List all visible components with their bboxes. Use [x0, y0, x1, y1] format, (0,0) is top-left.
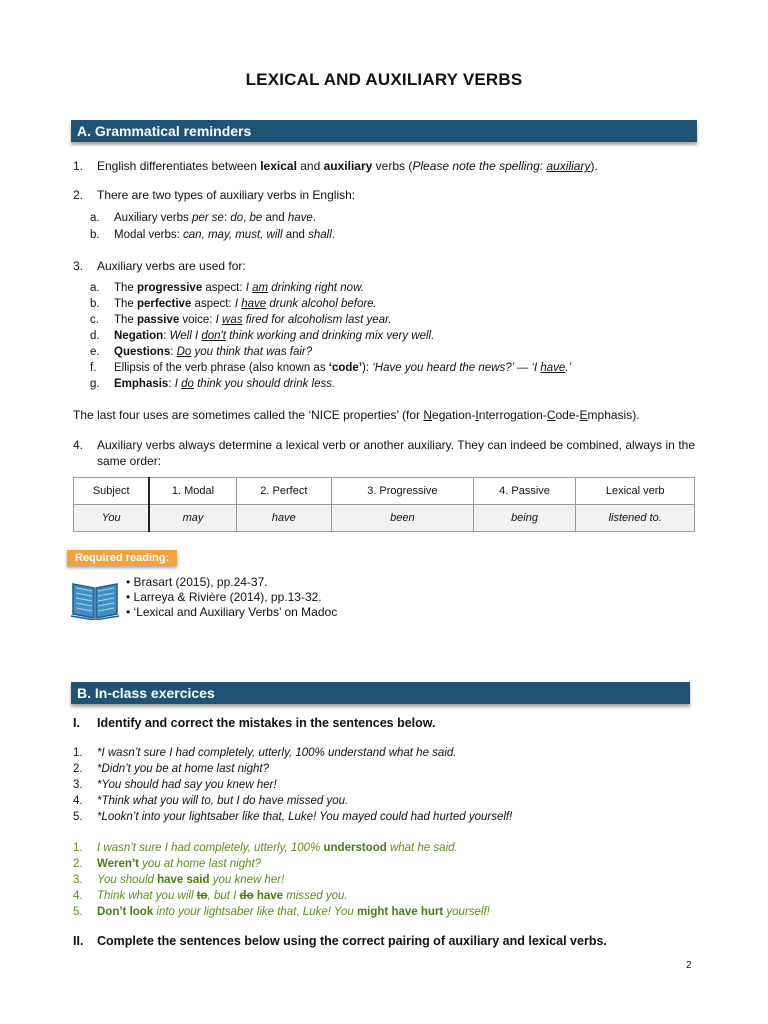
table-cell: 4. Passive: [473, 478, 576, 505]
book-icon: [70, 578, 120, 620]
page-title: LEXICAL AND AUXILIARY VERBS: [245, 70, 523, 89]
page-number: 2: [686, 960, 692, 971]
table-cell: listened to.: [576, 505, 695, 532]
nice-paragraph: The last four uses are sometimes called the ‘NICE properties’ (for Negation-Interrogation-Code-Emphasis).: [73, 408, 640, 422]
table-cell: 2. Perfect: [236, 478, 331, 505]
table-cell: being: [473, 505, 576, 532]
table-cell: 3. Progressive: [332, 478, 474, 505]
table-header-row: [74, 478, 695, 505]
required-reading-badge: Required reading:: [67, 550, 177, 566]
table-cell: You: [74, 505, 150, 532]
table-cell: may: [149, 505, 236, 532]
table-row: [74, 505, 695, 532]
document-page: LEXICAL AND AUXILIARY VERBS A. Grammatical reminders 1. English differentiates between lexical and auxiliary verbs (Please note the spelling: auxiliary). 2. There are two types of auxiliary verbs in English: a. Auxiliary verbs per se: do, be and have. b. Modal verbs: can, may, must, will and shall. 3. Auxiliary verbs are used for: a. The progressive aspect: I am drinking right now. b. The perfective aspect: I have drunk alcohol before. c. The passive voice: I was fired for alcoholism last year. d. Negation: Well I don't think working and drinking mix very well. e. Questions: Do you think that was fair? f. Ellipsis of the verb phrase (also known as ‘code’): ‘Have you heard the news?’ — ‘I have.’ g. Emphasis: I do think you should drink less. The last four uses are sometimes called the ‘NICE properties’ (for Negation-Interrogation-Code-Emphasis). 4. Auxiliary verbs always determine a lexical verb or another auxiliary. They can indeed be combined, always in the same order: Subject 1. Modal 2. Perfect 3. Progressive 4. Passive Lexical verb You may have been being listened to. Required reading: • Brasart (2015), pp.24-37. • Larreya & Rivière (2014), pp.13-32. • ‘Lexical and Auxiliary Verbs’ on Madoc B. In-class exercices I. Identify and correct the mistakes in the sentences below. 1. *I wasn’t sure I had completely, utterly, 100% understand what he said. 2. *Didn’t you be at home last night? 3. *You should had say you knew her! 4. *Think what you will to, but I do have missed you. 5. *Lookn’t into your lightsaber like that, Luke! You mayed could had hurted yourself! 1. I wasn’t sure I had completely, utterly, 100% understood what he said. 2. Weren’t you at home last night? 3. You should have said you knew her! 4. Think what you will to, but I do have missed you. 5. Don’t look into your lightsaber like that, Luke! You might have hurt yourself! II. Complete the sentences below using the correct pairing of auxiliary and lexical verbs. 2: [0, 0, 768, 1024]
table-cell: 1. Modal: [149, 478, 236, 505]
reading-list: [126, 575, 337, 620]
section-a-header: A. Grammatical reminders: [71, 120, 697, 142]
table-cell: have: [236, 505, 331, 532]
reading-item: • Brasart (2015), pp.24-37.: [126, 575, 268, 589]
reading-item: • Larreya & Rivière (2014), pp.13-32.: [126, 590, 322, 604]
section-b-header: B. In-class exercices: [71, 682, 690, 704]
reading-item: • ‘Lexical and Auxiliary Verbs’ on Madoc: [126, 605, 338, 619]
table-cell: Subject: [74, 478, 150, 505]
auxiliary-order-table: [73, 477, 695, 532]
table-cell: Lexical verb: [576, 478, 695, 505]
table-cell: been: [332, 505, 474, 532]
